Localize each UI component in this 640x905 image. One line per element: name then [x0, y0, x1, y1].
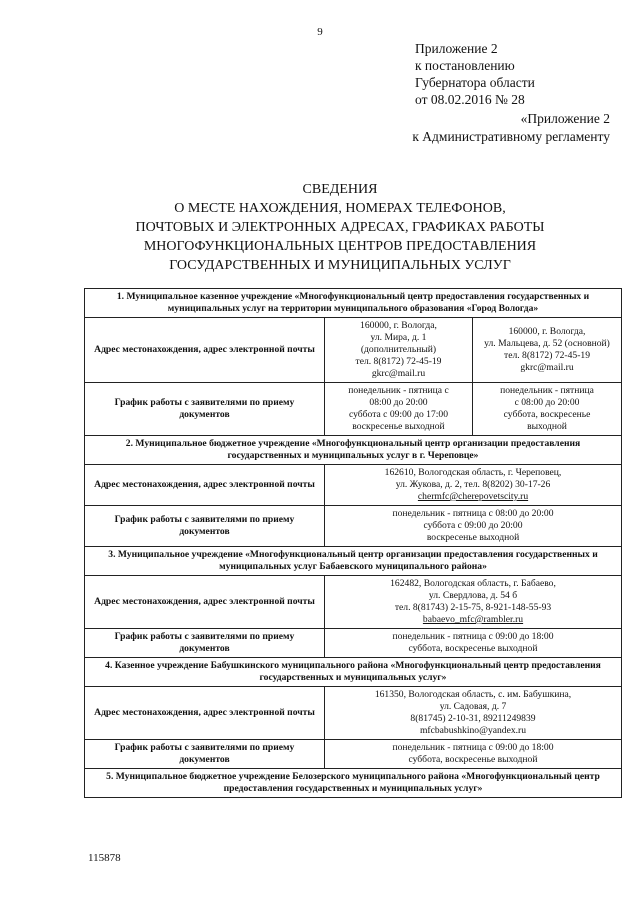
address-line: 160000, г. Вологда, [360, 320, 437, 331]
address-line: 161350, Вологодская область, с. им. Бабушкина, [374, 689, 572, 700]
address-line: (дополнительный) [360, 344, 437, 355]
address-line: ул. Мальцева, д. 52 (основной) [484, 338, 610, 349]
schedule-line: воскресенье выходной [352, 421, 445, 432]
document-title [70, 180, 610, 275]
address-label: Адрес местонахождения, адрес электронной почты [85, 465, 325, 506]
address-line: 162610, Вологодская область, г. Череповец, [384, 467, 562, 478]
schedule-value [473, 383, 622, 436]
address-line: ул. Мира, д. 1 [370, 332, 427, 343]
address-line: 8(81745) 2-10-31, 89211249839 [410, 713, 536, 724]
address-value [325, 318, 473, 383]
address-line: 162482, Вологодская область, г. Бабаево, [390, 578, 556, 589]
address-label: Адрес местонахождения, адрес электронной почты [85, 687, 325, 740]
title-line: ГОСУДАРСТВЕННЫХ И МУНИЦИПАЛЬНЫХ УСЛУГ [169, 258, 511, 273]
email-link[interactable]: mfcbabushkino@yandex.ru [419, 725, 527, 736]
schedule-line: понедельник - пятница с 08:00 до 20:00 [392, 508, 554, 519]
schedule-line: суббота с 09:00 до 20:00 [423, 520, 523, 531]
mfc-info-table [84, 288, 622, 798]
table-row [85, 383, 622, 436]
title-line: СВЕДЕНИЯ [302, 182, 378, 197]
section-title: 1. Муниципальное казенное учреждение «Многофункциональный центр предоставления государственных и муниципальных услуг на территории муниципального образования «Город Вологда» [85, 289, 622, 318]
appendix-header-line: от 08.02.2016 № 28 [415, 92, 525, 107]
schedule-value [325, 740, 622, 769]
section-title: 4. Казенное учреждение Бабушкинского муниципального района «Многофункциональный центр предоставления государственных и муниципальных услуг» [85, 658, 622, 687]
schedule-label: График работы с заявителями по приему документов [85, 740, 325, 769]
address-value [325, 576, 622, 629]
appendix-header-line: к постановлению [415, 58, 515, 73]
schedule-line: понедельник - пятница с 09:00 до 18:00 [392, 742, 554, 753]
email-link[interactable]: chermfc@cherepovetscity.ru [417, 491, 529, 502]
schedule-line: выходной [527, 421, 567, 432]
address-line: тел. 8(81743) 2-15-75, 8-921-148-55-93 [394, 602, 552, 613]
address-line: 160000, г. Вологда, [508, 326, 586, 337]
table-row [85, 465, 622, 506]
table-row [85, 436, 622, 465]
table-row [85, 547, 622, 576]
appendix-header [415, 40, 535, 108]
address-line: тел. 8(8172) 72-45-19 [355, 356, 442, 367]
table-row [85, 289, 622, 318]
schedule-line: понедельник - пятница [500, 385, 594, 396]
email-link[interactable]: babaevo_mfc@rambler.ru [422, 614, 524, 625]
email-link[interactable]: gkrc@mail.ru [371, 368, 426, 379]
table-row [85, 576, 622, 629]
appendix-regulation-line: «Приложение 2 [520, 111, 610, 126]
address-line: ул. Жукова, д. 2, тел. 8(8202) 30-17-26 [395, 479, 551, 490]
appendix-regulation-line: к Административному регламенту [412, 129, 610, 144]
address-line: ул. Садовая, д. 7 [439, 701, 507, 712]
schedule-line: суббота, воскресенье выходной [408, 643, 538, 654]
schedule-line: воскресенье выходной [426, 532, 520, 543]
schedule-line: суббота с 09:00 до 17:00 [348, 409, 449, 420]
address-value [473, 318, 622, 383]
table-row [85, 318, 622, 383]
address-line: ул. Свердлова, д. 54 б [428, 590, 518, 601]
table-row [85, 740, 622, 769]
schedule-line: понедельник - пятница с 09:00 до 18:00 [392, 631, 554, 642]
table-row [85, 629, 622, 658]
page-number: 9 [317, 26, 323, 38]
schedule-value [325, 506, 622, 547]
table-row [85, 506, 622, 547]
schedule-label: График работы с заявителями по приему документов [85, 506, 325, 547]
table-row [85, 658, 622, 687]
table-row [85, 687, 622, 740]
address-label: Адрес местонахождения, адрес электронной почты [85, 576, 325, 629]
schedule-line: с 08:00 до 20:00 [514, 397, 580, 408]
email-link[interactable]: gkrc@mail.ru [520, 362, 574, 373]
schedule-label: График работы с заявителями по приему документов [85, 629, 325, 658]
schedule-value [325, 383, 473, 436]
schedule-line: 08:00 до 20:00 [369, 397, 428, 408]
appendix-header-line: Губернатора области [415, 75, 535, 90]
schedule-value [325, 629, 622, 658]
schedule-line: суббота, воскресенье [503, 409, 591, 420]
appendix-regulation [412, 110, 610, 146]
schedule-label: График работы с заявителями по приему документов [85, 383, 325, 436]
address-value [325, 465, 622, 506]
section-title: 2. Муниципальное бюджетное учреждение «Многофункциональный центр организации предоставления государственных и муниципальных услуг в г. Череповце» [85, 436, 622, 465]
title-line: МНОГОФУНКЦИОНАЛЬНЫХ ЦЕНТРОВ ПРЕДОСТАВЛЕНИЯ [143, 239, 537, 254]
title-line: ПОЧТОВЫХ И ЭЛЕКТРОННЫХ АДРЕСАХ, ГРАФИКАХ РАБОТЫ [135, 220, 545, 235]
section-title: 5. Муниципальное бюджетное учреждение Белозерского муниципального района «Многофункциональный центр предоставления государственных и муниципальных услуг» [85, 769, 622, 798]
table-row [85, 769, 622, 798]
title-line: О МЕСТЕ НАХОЖДЕНИЯ, НОМЕРАХ ТЕЛЕФОНОВ, [174, 201, 506, 216]
document-code: 115878 [88, 852, 121, 864]
address-label: Адрес местонахождения, адрес электронной почты [85, 318, 325, 383]
schedule-line: суббота, воскресенье выходной [408, 754, 538, 765]
address-line: тел. 8(8172) 72-45-19 [504, 350, 590, 361]
address-value [325, 687, 622, 740]
section-title: 3. Муниципальное учреждение «Многофункциональный центр организации предоставления государственных и муниципальных услуг Бабаевского муниципального района» [85, 547, 622, 576]
appendix-header-line: Приложение 2 [415, 41, 498, 56]
schedule-line: понедельник - пятница с [348, 385, 449, 396]
